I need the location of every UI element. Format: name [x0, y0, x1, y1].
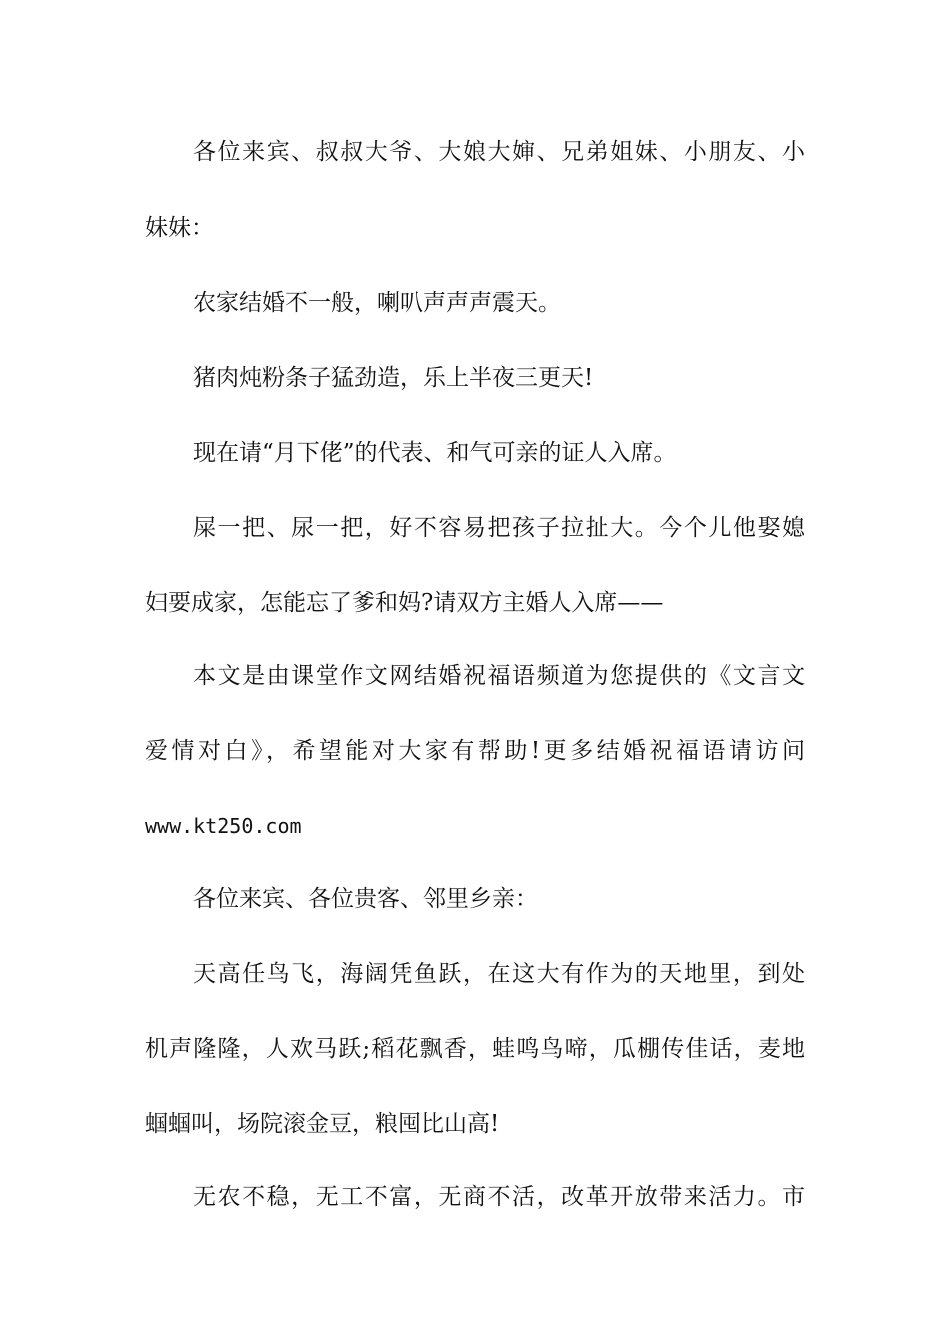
- paragraph-4-line-1: 现在请“月下佬”的代表、和气可亲的证人入席。: [193, 440, 677, 466]
- paragraph-5-line-2: 妇要成家，怎能忘了爹和妈?请双方主婚人入席——: [145, 590, 664, 616]
- paragraph-1-line-2: 妹妹：: [145, 215, 214, 241]
- paragraph-8-line-2: 机声隆隆，人欢马跃;稻花飘香，蛙鸣鸟啼，瓜棚传佳话，麦地: [145, 1036, 805, 1062]
- paragraph-6-line-1: 本文是由课堂作文网结婚祝福语频道为您提供的《文言文: [193, 663, 805, 689]
- paragraph-5-line-1: 屎一把、尿一把，好不容易把孩子拉扯大。今个儿他娶媳: [193, 515, 805, 541]
- paragraph-8-line-1: 天高任鸟飞，海阔凭鱼跃，在这大有作为的天地里，到处: [193, 961, 805, 987]
- paragraph-8-line-3: 蝈蝈叫，场院滚金豆，粮囤比山高!: [145, 1111, 500, 1137]
- paragraph-6-url: www.kt250.com: [145, 814, 302, 838]
- paragraph-3-line-1: 猪肉炖粉条子猛劲造，乐上半夜三更天!: [193, 365, 594, 391]
- paragraph-9-line-1: 无农不稳，无工不富，无商不活，改革开放带来活力。市: [193, 1184, 805, 1210]
- paragraph-1-line-1: 各位来宾、叔叔大爷、大娘大婶、兄弟姐妹、小朋友、小: [193, 139, 805, 165]
- paragraph-2-line-1: 农家结婚不一般，喇叭声声声震天。: [193, 290, 561, 316]
- paragraph-6-line-2: 爱情对白》，希望能对大家有帮助!更多结婚祝福语请访问: [145, 738, 805, 764]
- paragraph-7-line-1: 各位来宾、各位贵客、邻里乡亲：: [193, 886, 538, 912]
